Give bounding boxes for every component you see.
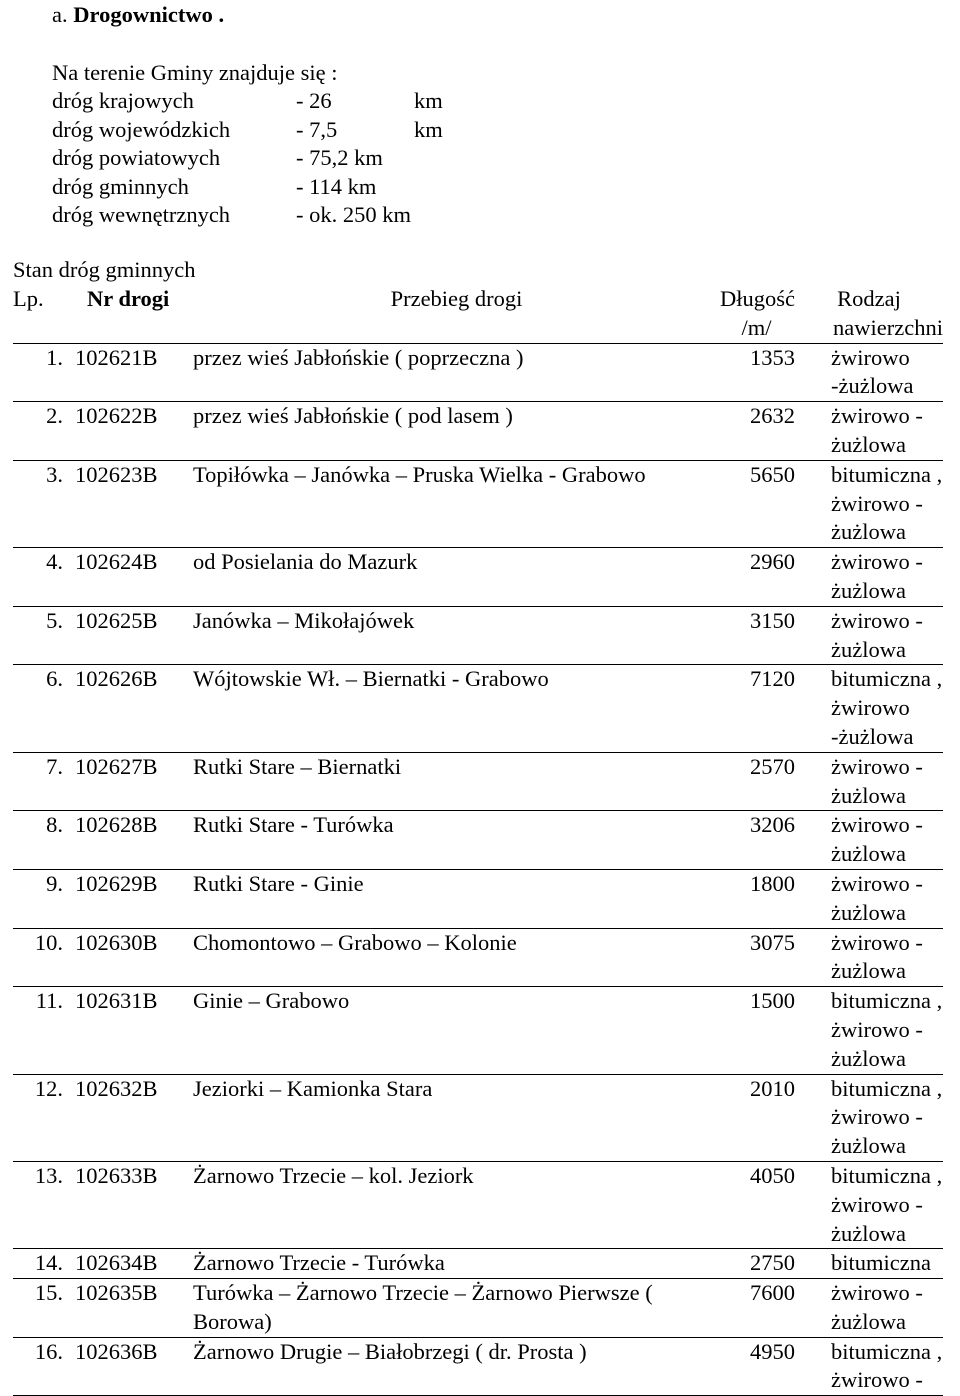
- row-surface: bitumiczna , żwirowo - żużlowa: [795, 1161, 943, 1248]
- row-surface: żwirowo -żużlowa: [795, 343, 943, 402]
- row-length: 7120: [700, 665, 795, 752]
- summary-road-length: - 26: [296, 88, 332, 113]
- row-lp: 13.: [13, 1161, 75, 1248]
- row-length: 2750: [700, 1249, 795, 1279]
- row-road-number: 102634B: [75, 1249, 193, 1279]
- section-heading-title: Drogownictwo .: [73, 2, 225, 27]
- row-road-number: 102622B: [75, 402, 193, 461]
- row-surface: żwirowo - żużlowa: [795, 548, 943, 607]
- row-route: Ginie – Grabowo: [193, 987, 700, 1074]
- row-lp: 12.: [13, 1074, 75, 1161]
- row-lp: 9.: [13, 869, 75, 928]
- row-route: przez wieś Jabłońskie ( poprzeczna ): [193, 343, 700, 402]
- row-route: Żarnowo Trzecie – kol. Jeziork: [193, 1161, 700, 1248]
- row-lp: 15.: [13, 1279, 75, 1338]
- summary-row: [52, 116, 443, 145]
- row-lp: 11.: [13, 987, 75, 1074]
- row-lp: 4.: [13, 548, 75, 607]
- row-lp: 14.: [13, 1249, 75, 1279]
- row-surface: bitumiczna , żwirowo -żużlowa: [795, 665, 943, 752]
- row-length: 7600: [700, 1279, 795, 1338]
- header-surface-label-2: nawierzchni: [833, 314, 943, 340]
- row-surface: żwirowo - żużlowa: [795, 869, 943, 928]
- table-header-row: [13, 285, 943, 343]
- row-length: 1800: [700, 869, 795, 928]
- row-road-number: 102626B: [75, 665, 193, 752]
- row-surface: bitumiczna: [795, 1249, 943, 1279]
- row-route: przez wieś Jabłońskie ( pod lasem ): [193, 402, 700, 461]
- table-row: [13, 548, 943, 607]
- table-row: [13, 1279, 943, 1338]
- row-lp: 10.: [13, 928, 75, 987]
- row-lp: 3.: [13, 460, 75, 547]
- summary-road-length: - 7,5: [296, 116, 338, 142]
- header-length-unit: /m/: [741, 314, 772, 340]
- row-road-number: 102628B: [75, 811, 193, 870]
- row-route: Chomontowo – Grabowo – Kolonie: [193, 928, 700, 987]
- row-length: 3150: [700, 606, 795, 665]
- header-surface: [795, 285, 943, 343]
- summary-row: [52, 144, 383, 173]
- summary-road-length: - ok. 250 km: [296, 202, 411, 227]
- header-length: [700, 285, 795, 343]
- table-row: [13, 1074, 943, 1161]
- row-surface: żwirowo - żużlowa: [795, 811, 943, 870]
- row-surface: bitumiczna , żwirowo -: [795, 1337, 943, 1396]
- row-length: 2010: [700, 1074, 795, 1161]
- header-road-number: Nr drogi: [75, 285, 193, 343]
- row-road-number: 102629B: [75, 869, 193, 928]
- table-row: [13, 1249, 943, 1279]
- row-road-number: 102623B: [75, 460, 193, 547]
- row-road-number: 102635B: [75, 1279, 193, 1338]
- row-length: 5650: [700, 460, 795, 547]
- row-lp: 5.: [13, 606, 75, 665]
- header-surface-label: Rodzaj: [837, 286, 901, 311]
- row-length: 4050: [700, 1161, 795, 1248]
- row-route: Wójtowskie Wł. – Biernatki - Grabowo: [193, 665, 700, 752]
- row-road-number: 102621B: [75, 343, 193, 402]
- row-road-number: 102632B: [75, 1074, 193, 1161]
- row-surface: żwirowo - żużlowa: [795, 752, 943, 811]
- summary-row: [52, 201, 411, 230]
- header-length-label: Długość: [720, 286, 795, 311]
- summary-road-type: dróg krajowych: [52, 88, 194, 113]
- row-surface: żwirowo - żużlowa: [795, 606, 943, 665]
- roads-table: [13, 285, 943, 1396]
- row-lp: 8.: [13, 811, 75, 870]
- table-row: [13, 811, 943, 870]
- summary-road-length: - 114 km: [296, 173, 377, 199]
- row-surface: bitumiczna , żwirowo - żużlowa: [795, 987, 943, 1074]
- summary-row: [52, 173, 377, 202]
- table-row: [13, 1337, 943, 1396]
- row-road-number: 102625B: [75, 606, 193, 665]
- summary-road-type: dróg wojewódzkich: [52, 116, 231, 142]
- header-lp: Lp.: [13, 285, 75, 343]
- row-road-number: 102636B: [75, 1337, 193, 1396]
- row-length: 4950: [700, 1337, 795, 1396]
- summary-road-unit: km: [414, 88, 443, 113]
- row-lp: 1.: [13, 343, 75, 402]
- row-surface: bitumiczna , żwirowo - żużlowa: [795, 1074, 943, 1161]
- summary-road-length: - 75,2 km: [296, 145, 383, 170]
- row-road-number: 102633B: [75, 1161, 193, 1248]
- summary-road-type: dróg gminnych: [52, 173, 189, 199]
- table-row: [13, 1161, 943, 1248]
- row-lp: 6.: [13, 665, 75, 752]
- row-route: Topiłówka – Janówka – Pruska Wielka - Grabowo: [193, 460, 700, 547]
- section-heading: [52, 0, 224, 29]
- row-surface: żwirowo - żużlowa: [795, 402, 943, 461]
- row-length: 1500: [700, 987, 795, 1074]
- summary-road-unit: km: [414, 116, 443, 142]
- table-row: [13, 987, 943, 1074]
- row-surface: żwirowo - żużlowa: [795, 1279, 943, 1338]
- row-length: 3075: [700, 928, 795, 987]
- table-row: [13, 606, 943, 665]
- row-length: 3206: [700, 811, 795, 870]
- table-row: [13, 343, 943, 402]
- summary-intro: Na terenie Gminy znajduje się :: [52, 60, 338, 85]
- table-row: [13, 869, 943, 928]
- row-length: 1353: [700, 343, 795, 402]
- table-row: [13, 665, 943, 752]
- section-heading-prefix: a.: [52, 2, 68, 27]
- row-length: 2632: [700, 402, 795, 461]
- table-row: [13, 460, 943, 547]
- row-lp: 7.: [13, 752, 75, 811]
- row-road-number: 102627B: [75, 752, 193, 811]
- road-summary: [52, 58, 443, 230]
- summary-road-type: dróg powiatowych: [52, 145, 221, 170]
- table-row: [13, 752, 943, 811]
- row-surface: żwirowo - żużlowa: [795, 928, 943, 987]
- table-title: Stan dróg gminnych: [13, 257, 196, 282]
- row-route: Rutki Stare - Ginie: [193, 869, 700, 928]
- row-length: 2570: [700, 752, 795, 811]
- roads-table-body: [13, 343, 943, 1396]
- row-route: Żarnowo Trzecie - Turówka: [193, 1249, 700, 1279]
- row-road-number: 102631B: [75, 987, 193, 1074]
- row-route: Rutki Stare – Biernatki: [193, 752, 700, 811]
- summary-road-type: dróg wewnętrznych: [52, 202, 231, 227]
- row-route: od Posielania do Mazurk: [193, 548, 700, 607]
- row-surface: bitumiczna , żwirowo - żużlowa: [795, 460, 943, 547]
- summary-row: [52, 87, 443, 116]
- row-lp: 16.: [13, 1337, 75, 1396]
- row-route: Rutki Stare - Turówka: [193, 811, 700, 870]
- header-route: Przebieg drogi: [193, 285, 700, 343]
- row-route: Żarnowo Drugie – Białobrzegi ( dr. Prosta ): [193, 1337, 700, 1396]
- row-road-number: 102630B: [75, 928, 193, 987]
- row-route: Janówka – Mikołajówek: [193, 606, 700, 665]
- table-row: [13, 402, 943, 461]
- row-route: Turówka – Żarnowo Trzecie – Żarnowo Pierwsze ( Borowa): [193, 1279, 700, 1338]
- row-route: Jeziorki – Kamionka Stara: [193, 1074, 700, 1161]
- table-row: [13, 928, 943, 987]
- row-length: 2960: [700, 548, 795, 607]
- row-road-number: 102624B: [75, 548, 193, 607]
- row-lp: 2.: [13, 402, 75, 461]
